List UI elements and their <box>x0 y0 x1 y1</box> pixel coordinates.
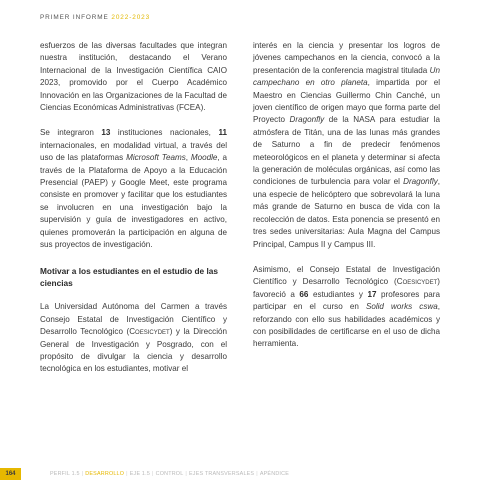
page-number: 164 <box>0 468 21 480</box>
footer-nav-item[interactable]: EJE 1.5 <box>129 471 151 477</box>
divider: | <box>126 471 128 477</box>
report-header <box>40 14 150 21</box>
left-column <box>40 40 227 389</box>
paragraph: esfuerzos de las diversas facultades que integran nuestra institución, destacando el Verano Internacional de la Investigación Científica CAIO 2023, promovido por el Cuerpo Académico Innovación en las Organizaciones de la Facultad de Ciencias Económicas Administrativas (FCEA). <box>40 41 227 113</box>
report-year: 2022-2023 <box>111 14 151 21</box>
footer-nav-item[interactable]: APÉNDICE <box>259 471 290 477</box>
footer-nav <box>0 468 480 480</box>
paragraph: La Universidad Autónoma del Carmen a través Consejo Estatal de Investigación Científico y Desarrollo Tecnológico (Coesicydet) y la Dirección General de Investigación y Posgrado, con el propósito de divulgar la ciencia y desarrollo tecnológica en los estudiantes, motivar el <box>40 302 227 374</box>
paragraph: interés en la ciencia y presentar los logros de jóvenes campechanos en la ciencia, convocó a la presentación de la conferencia magistral titulada Un campechano en otro planeta, impartida por el Maestro en Ciencias Guillermo Chin Canché, un joven científico de origen mayo que forma parte del Proyecto Dragonfly de la NASA para estudiar la atmósfera de Titán, una de las lunas más grandes de Saturno a fin de predecir fenómenos meteorológicos en el planeta y determinar si afecta la generación de moléculas orgánicas, así como las condiciones de turbulencia para volar el Dragonfly, una especie de helicóptero que sobrevolará la luna más grande de Saturno en busca de vida con la recolección de datos. Esta ponencia se presentó en tres sedes universitarias: Aula Magna del Campus Principal, Campus II y Campus III. <box>253 41 440 249</box>
footer-nav-item[interactable]: EJES TRANSVERSALES <box>189 471 255 477</box>
section-heading: Motivar a los estudiantes en el estudio de las ciencias <box>40 265 218 288</box>
divider: | <box>185 471 188 477</box>
footer-nav-item[interactable]: DESARROLLO <box>85 471 125 477</box>
divider: | <box>81 471 84 477</box>
divider: | <box>152 471 154 477</box>
footer-nav-item[interactable]: PERFIL 1.5 <box>50 471 80 477</box>
footer-nav-item[interactable]: CONTROL <box>155 471 184 477</box>
footer-nav-items <box>48 468 291 480</box>
paragraph: Se integraron 13 instituciones nacionales, 11 internacionales, en modalidad virtual, a través del uso de las plataformas Microsoft Teams, Moodle, a través de la Plataforma de Apoyo a la Educación Presencial (PAEP) y Google Meet, este programa consiste en promover y facilitar que los estudiantes se involucren en una investigación bajo la supervisión y guía de investigadores en activo, quienes promoverán la participación en alguna de sus proyectos de investigación. <box>40 128 228 250</box>
report-title: PRIMER INFORME <box>40 14 109 21</box>
right-column <box>253 40 440 364</box>
divider: | <box>256 471 258 477</box>
paragraph: Asimismo, el Consejo Estatal de Investigación Científico y Desarrollo Tecnológico (Coesicydet) favoreció a 66 estudiantes y 17 profesores para participar en el curso en Solid works cswa, reforzando con ello sus habilidades académicos y con posibilidades de certificarse en el uso de dicha herramienta. <box>253 264 441 349</box>
